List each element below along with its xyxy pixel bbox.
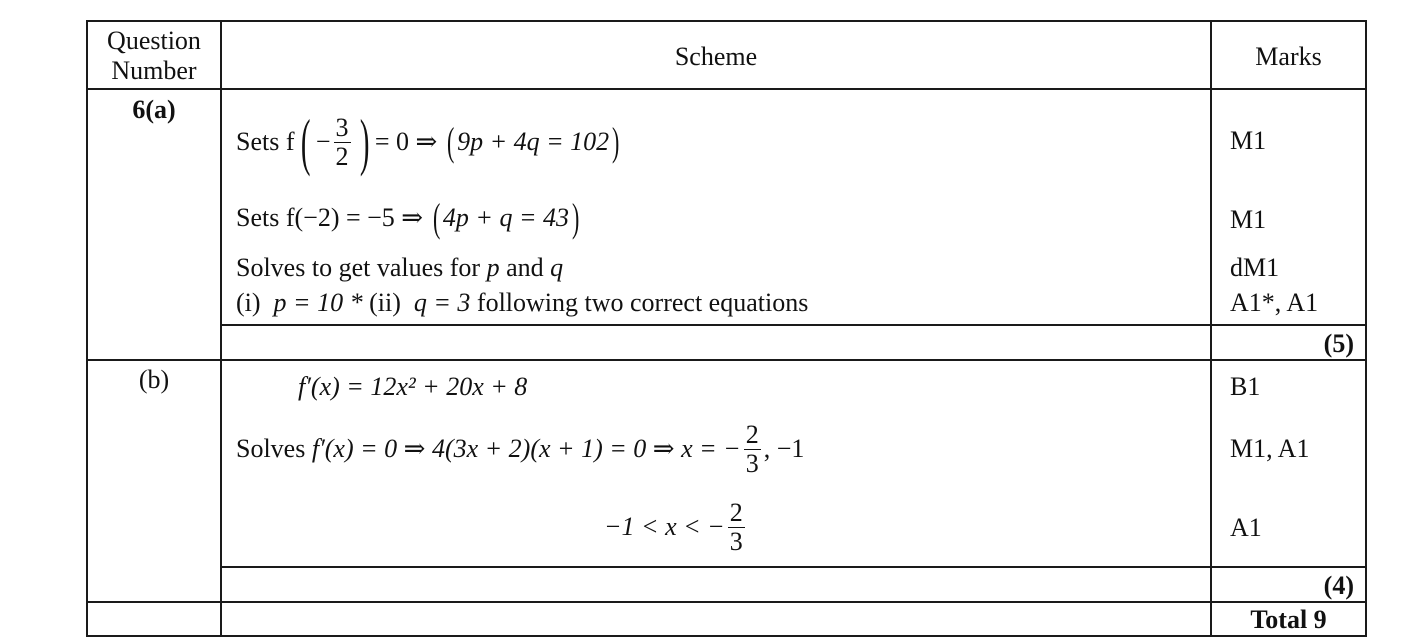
fraction-2-3	[744, 421, 761, 478]
rule-a-subtotal-top	[222, 324, 1367, 326]
scheme-a3-text-b: and	[499, 253, 551, 282]
scheme-a2-prefix: Sets	[236, 203, 280, 232]
rule-col1	[220, 20, 222, 637]
scheme-a1-prefix: Sets	[236, 127, 280, 156]
scheme-b-line3	[604, 496, 748, 558]
mark-a-line4: A1*, A1	[1230, 288, 1319, 317]
scheme-a3-p: p	[486, 253, 500, 282]
scheme-b3-expr: −1 < x < −	[604, 512, 725, 541]
scheme-a2-equation: 4p + q = 43	[442, 203, 570, 232]
question-label-b: (b)	[138, 365, 170, 394]
paren-open: (	[300, 106, 310, 177]
mark-b-line1: B1	[1230, 372, 1261, 401]
scheme-a2-expr: f(−2) = −5 ⇒	[285, 203, 424, 232]
scheme-a4-i: (i)	[236, 288, 261, 317]
paren-close: )	[572, 195, 580, 240]
rule-a-bottom	[86, 359, 1367, 361]
header-question-line1: Question	[107, 26, 201, 55]
question-label-6a: 6(a)	[132, 95, 176, 124]
header-marks: Marks	[1255, 42, 1322, 71]
mark-b-line3: A1	[1230, 513, 1262, 542]
scheme-b2-tail: , −1	[763, 434, 805, 463]
scheme-b2-prefix: Solves	[236, 434, 306, 463]
scheme-a-line3	[236, 253, 563, 283]
rule-b-bottom	[86, 601, 1367, 603]
fraction-numerator: 3	[335, 112, 349, 142]
subtotal-b: (4)	[1323, 571, 1354, 600]
rule-header-bottom	[86, 88, 1367, 90]
scheme-a3-text-a: Solves to get values for	[236, 253, 487, 282]
mark-a-line2: M1	[1230, 205, 1267, 234]
header-question-line2: Number	[111, 56, 197, 85]
scheme-a-line4	[236, 288, 808, 318]
paren-open: (	[432, 195, 440, 240]
fraction-numerator: 2	[745, 419, 759, 449]
scheme-a4-ii: (ii)	[369, 288, 401, 317]
fraction-numerator: 2	[729, 497, 743, 527]
rule-b-subtotal-top	[222, 566, 1367, 568]
scheme-a4-tail: following two correct equations	[476, 288, 809, 317]
scheme-a4-p-value: p = 10 *	[273, 288, 363, 317]
fraction-denominator: 3	[729, 526, 743, 556]
mark-a-line1: M1	[1230, 126, 1267, 155]
mark-a-line3: dM1	[1230, 253, 1280, 282]
scheme-b2-expr: f′(x) = 0 ⇒ 4(3x + 2)(x + 1) = 0 ⇒ x = −	[311, 434, 741, 463]
scheme-b-line1: f′(x) = 12x² + 20x + 8	[298, 372, 528, 401]
fraction-denominator: 3	[745, 448, 759, 478]
rule-right	[1365, 20, 1367, 637]
fraction-denominator: 2	[335, 141, 349, 171]
scheme-a-line2	[236, 196, 582, 240]
scheme-a1-f: f	[285, 127, 295, 156]
scheme-a1-minus: −	[315, 127, 331, 156]
paren-close: )	[612, 119, 620, 164]
total-marks: Total 9	[1250, 605, 1327, 634]
header-scheme: Scheme	[674, 42, 758, 71]
scheme-a1-rest: = 0 ⇒	[374, 127, 438, 156]
paren-open: (	[446, 119, 455, 164]
rule-top	[86, 20, 1367, 22]
scheme-a4-q-value: q = 3	[413, 288, 471, 317]
fraction-3-2	[334, 114, 351, 171]
header-question-number	[88, 26, 220, 86]
rule-bottom	[86, 635, 1367, 637]
mark-b-line2: M1, A1	[1230, 434, 1310, 463]
scheme-a-line1	[236, 102, 623, 182]
paren-close: )	[359, 106, 369, 177]
scheme-a1-equation: 9p + 4q = 102	[457, 127, 610, 156]
fraction-2-3	[728, 499, 745, 556]
subtotal-a: (5)	[1323, 329, 1354, 358]
scheme-a3-q: q	[550, 253, 564, 282]
scheme-b-line2	[236, 418, 804, 480]
